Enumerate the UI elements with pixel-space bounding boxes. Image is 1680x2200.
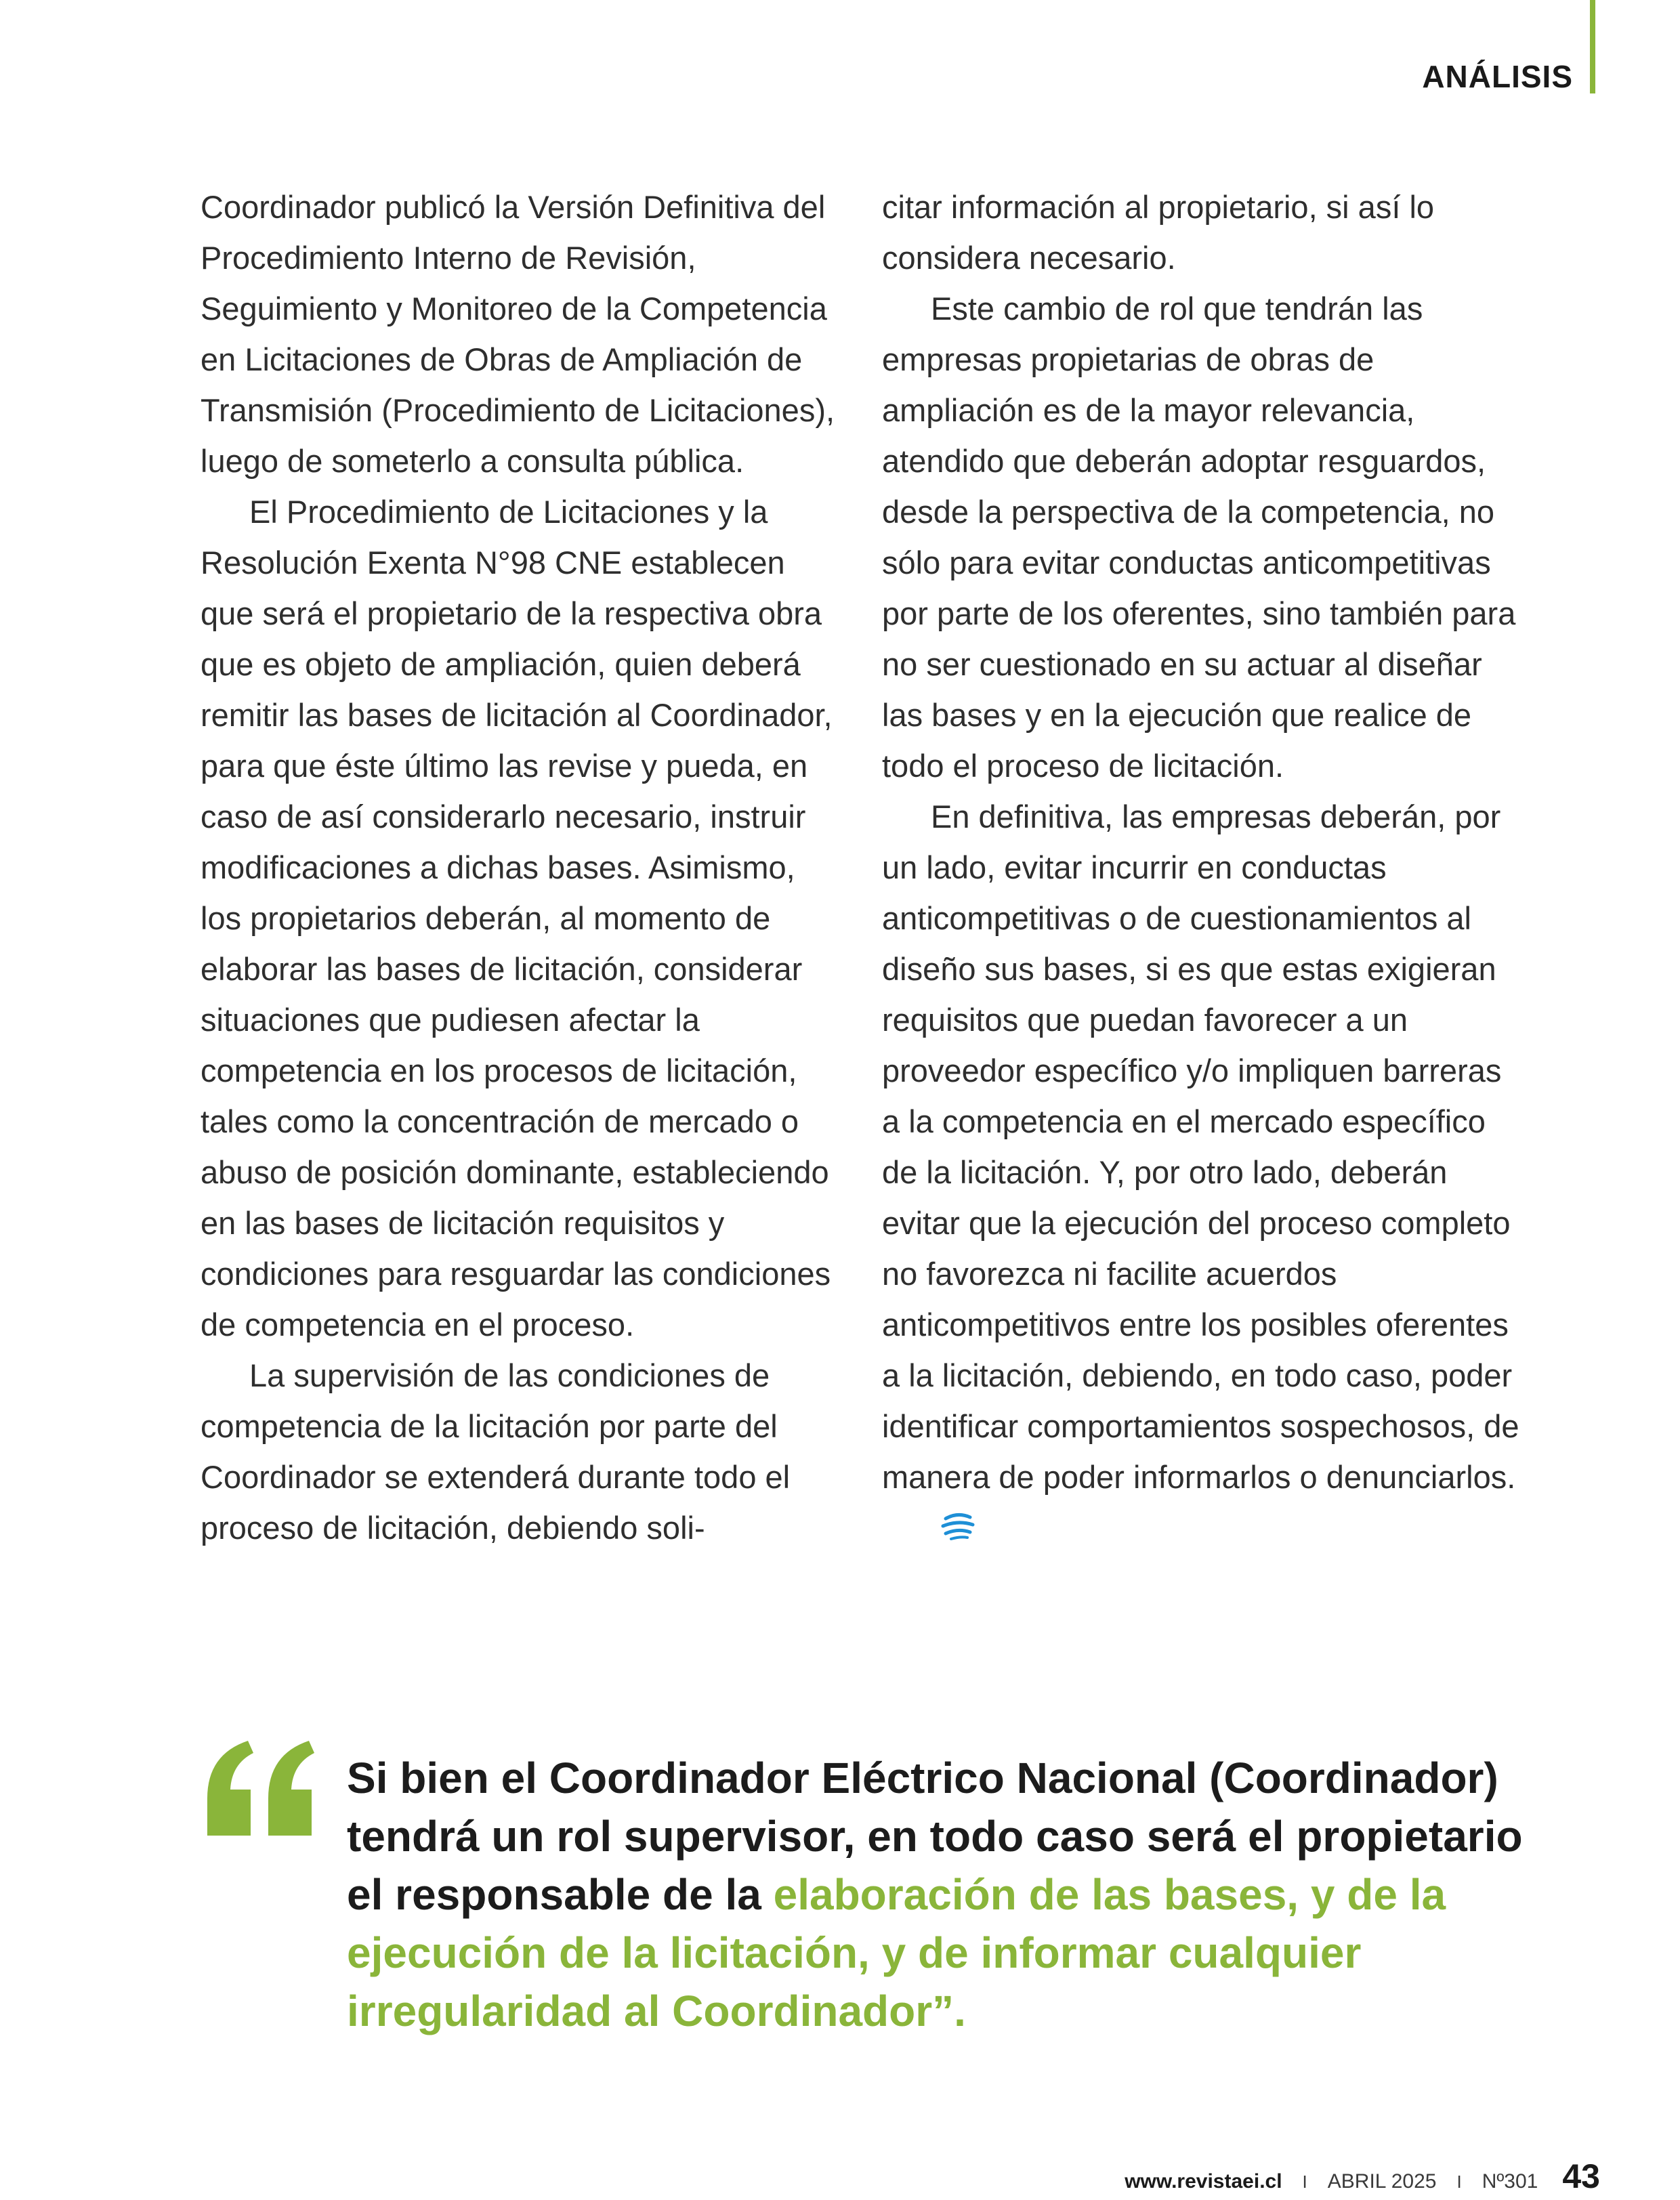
paragraph-text: En definitiva, las empresas deberán, por un lado, evitar incurrir en conductas anticompetitivas o de cuestionamientos al diseño sus bases, si es que estas exigieran requisitos que puedan favorecer a un proveedor específico y/o impliquen barreras a la competencia en el mercado específico de la licitación. Y, por otro lado, deberán evitar que la ejecución del proceso completo no favorezca ni facilite acuerdos anticompetitivos entre los posibles oferentes a la licitación, debiendo, en todo caso, poder identificar comportamientos sospechosos, de manera de poder informarlos o denunciarlos. [882,799,1519,1495]
header-accent-bar [1590,0,1595,93]
pull-quote [347,1749,1553,2040]
footer-separator: I [1302,2172,1307,2192]
paragraph: La supervisión de las condiciones de competencia de la licitación por parte del Coordinador se extenderá durante todo el proceso de licitación, debiendo soli- [201,1357,791,1546]
paragraph: Coordinador publicó la Versión Definitiva del Procedimiento Interno de Revisión, Seguimiento y Monitoreo de la Competencia en Licitaciones de Obras de Ampliación de Transmisión (Procedimiento de Licitaciones), luego de someterlo a consulta pública. [201,189,835,479]
paragraph: citar información al propietario, si así lo considera necesario. [882,189,1435,276]
paragraph-with-end-mark [882,791,1522,1556]
right-text-column [882,182,1522,1556]
revista-ei-logo-icon [891,1505,975,1556]
footer-separator: I [1456,2172,1462,2192]
page-number: 43 [1562,2157,1600,2195]
open-quote-icon [201,1734,322,1842]
issue-number: Nº301 [1482,2170,1538,2193]
website-link[interactable]: www.revistaei.cl [1125,2170,1282,2193]
issue-date: ABRIL 2025 [1327,2170,1437,2193]
page-footer [1125,2157,1600,2196]
paragraph: El Procedimiento de Licitaciones y la Resolución Exenta N°98 CNE establecen que será el propietario de la respectiva obra que es objeto de ampliación, quien deberá remitir las bases de licitación al Coordinador, para que éste último las revise y pueda, en caso de así considerarlo necesario, instruir modificaciones a dichas bases. Asimismo, los propietarios deberán, al momento de elaborar las bases de licitación, considerar situaciones que pudiesen afectar la competencia en los procesos de licitación, tales como la concentración de mercado o abuso de posición dominante, estableciendo en las bases de licitación requisitos y condiciones para resguardar las condiciones de competencia en el proceso. [201,494,833,1342]
paragraph: Este cambio de rol que tendrán las empresas propietarias de obras de ampliación es de la mayor relevancia, atendido que deberán adoptar resguardos, desde la perspectiva de la competencia, no sólo para evitar conductas anticompetitivas por parte de los oferentes, sino también para no ser cuestionado en su actuar al diseñar las bases y en la ejecución que realice de todo el proceso de licitación. [882,291,1516,784]
left-text-column [201,182,841,1553]
pull-quote-text: Si bien el Coordinador Eléctrico Nacional (Coordinador) tendrá un rol supervisor, en todo caso será el propietario el responsable de la [347,1754,1523,1919]
pull-quote-highlight: elaboración de las bases, y de la ejecución de la licitación, y de informar cualquier irregularidad al Coordinador”. [347,1870,1446,2035]
section-label: ANÁLISIS [1422,59,1573,94]
